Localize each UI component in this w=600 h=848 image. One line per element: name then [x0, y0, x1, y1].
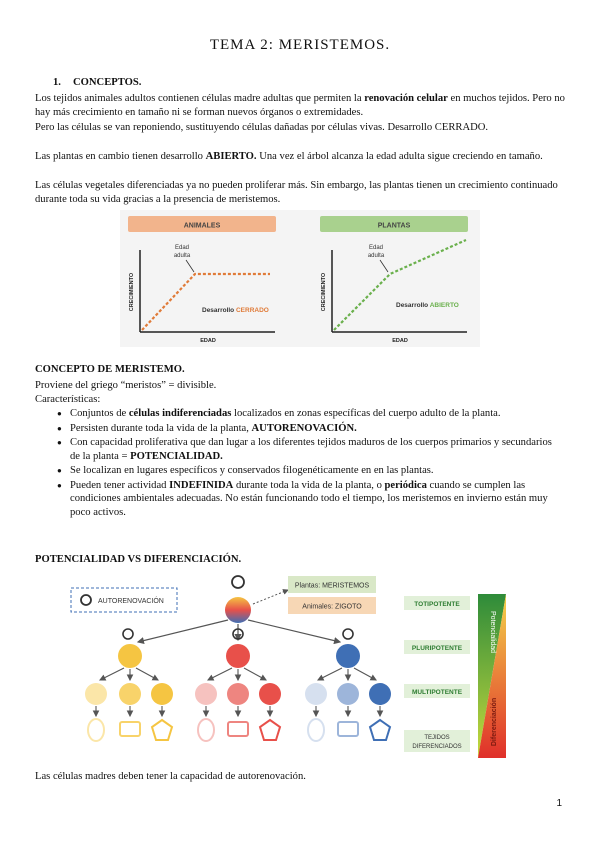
plants-meristemos-label: Plantas: MERISTEMOS — [294, 582, 370, 590]
section-title: CONCEPTOS. — [73, 77, 142, 88]
animals-zigoto-label: Animales: ZIGOTO — [302, 603, 362, 611]
level-diferenciados: DIFERENCIADOS — [412, 744, 462, 750]
animals-ylabel: CRECIMIENTO — [129, 272, 135, 312]
level-pluripotente: PLURIPOTENTE — [411, 645, 463, 652]
characteristics-label: Características: — [35, 394, 101, 405]
plants-annotation-2: adulta — [367, 253, 385, 259]
list-item: ● Pueden tener actividad INDEFINIDA durante toda la vida de la planta, o periódica cuando se cumplen las condiciones ambientales adecuadas. No están funcionando todo el tiempo, los meristemos en invierno están muy poco activos. — [57, 479, 557, 520]
paragraph-2: Pero las células se van reponiendo, sustituyendo células dañadas por células vivas. Desarrollo CERRADO. — [35, 122, 489, 133]
yellow-cell — [118, 644, 142, 668]
blue-cell-mid — [337, 683, 359, 705]
closing-sentence: Las células madres deben tener la capacidad de autorenovación. — [35, 771, 306, 782]
red-cell-dark — [259, 683, 281, 705]
characteristics-list — [57, 407, 557, 520]
growth-figure — [120, 210, 480, 347]
text-run: en muchos tejidos. Pero no hay más crecimiento en tamaño ni se forman nuevos órganos o extremidades. — [35, 93, 565, 118]
arrows-level2 — [100, 668, 376, 680]
level-totipotente: TOTIPOTENTE — [414, 601, 460, 608]
list-item: ● Se localizan en lugares específicos y conservados filogenéticamente en en las plantas. — [57, 464, 557, 478]
text-run: Las plantas en cambio tienen desarrollo — [35, 151, 206, 162]
diferenciacion-label: Diferenciación — [491, 697, 498, 747]
animals-annotation-2: adulta — [173, 253, 191, 259]
arrow — [138, 620, 228, 642]
yellow-cell-light — [85, 683, 107, 705]
plants-ylabel: CRECIMIENTO — [321, 272, 327, 312]
section-heading-conceptos — [53, 77, 141, 88]
red-cell — [226, 644, 250, 668]
zygote-cell — [225, 597, 251, 623]
list-item: ● Con capacidad proliferativa que dan lugar a los diferentes tejidos maduros de los cuerpos primarios y secundarios de la planta = POTENCIALIDAD. — [57, 436, 557, 463]
blue-cell-dark — [369, 683, 391, 705]
section-heading-meristemo: CONCEPTO DE MERISTEMO. — [35, 364, 185, 375]
red-cell-light — [195, 683, 217, 705]
text-run: Los tejidos animales adultos contienen células madre adultas que permiten la — [35, 93, 365, 104]
yellow-cell-mid — [119, 683, 141, 705]
paragraph-3 — [35, 150, 570, 164]
potencialidad-label: Potencialidad — [489, 610, 496, 654]
paragraph-4: Las células vegetales diferenciadas ya no pueden proliferar más. Sin embargo, las plantas tienen un crecimiento continuado durante toda su vida gracias a la presencia de meristemos. — [35, 180, 558, 205]
renew-icon — [232, 576, 244, 588]
list-item: ● Persisten durante toda la vida de la planta, AUTORENOVACIÓN. — [57, 422, 557, 436]
blue-cell — [336, 644, 360, 668]
autorenovacion-label: AUTORENOVACIÓN — [98, 598, 164, 605]
renew-icon — [123, 629, 133, 639]
yellow-cell-dark — [151, 683, 173, 705]
arrow — [248, 620, 340, 642]
section-number: 1. — [53, 77, 61, 88]
animals-annotation-1: Edad — [174, 245, 190, 251]
plants-xlabel: EDAD — [392, 338, 408, 344]
plants-caption: Desarrollo ABIERTO — [396, 302, 459, 309]
red-cell-mid — [227, 683, 249, 705]
arrows-level3 — [96, 706, 380, 716]
page-title: TEMA 2: MERISTEMOS. — [209, 37, 391, 53]
animals-caption: Desarrollo CERRADO — [202, 307, 269, 314]
plants-header: PLANTAS — [377, 222, 411, 230]
renew-icon — [343, 629, 353, 639]
page-number: 1 — [556, 798, 562, 809]
plants-annotation-1: Edad — [368, 245, 384, 251]
definition-line: Proviene del griego “meristos” = divisible. — [35, 380, 217, 391]
animals-header: ANIMALES — [183, 222, 221, 230]
potency-diagram — [66, 572, 536, 764]
differentiated-tissues — [88, 719, 390, 741]
bold-run: ABIERTO. — [205, 151, 257, 162]
blue-cell-light — [305, 683, 327, 705]
level-multipotente: MULTIPOTENTE — [411, 689, 463, 696]
text-run: Una vez el árbol alcanza la edad adulta sigue creciendo en tamaño. — [256, 151, 543, 162]
bold-run: renovación celular — [364, 93, 448, 104]
list-item: ● Conjuntos de células indiferenciadas localizados en zonas específicas del cuerpo adulto de la planta. — [57, 407, 557, 421]
paragraph-1 — [35, 92, 570, 119]
dotted-arrow — [253, 590, 288, 604]
level-tejidos: TEJIDOS — [424, 735, 450, 741]
section-heading-potencialidad: POTENCIALIDAD VS DIFERENCIACIÓN. — [35, 554, 242, 565]
animals-xlabel: EDAD — [200, 338, 216, 344]
